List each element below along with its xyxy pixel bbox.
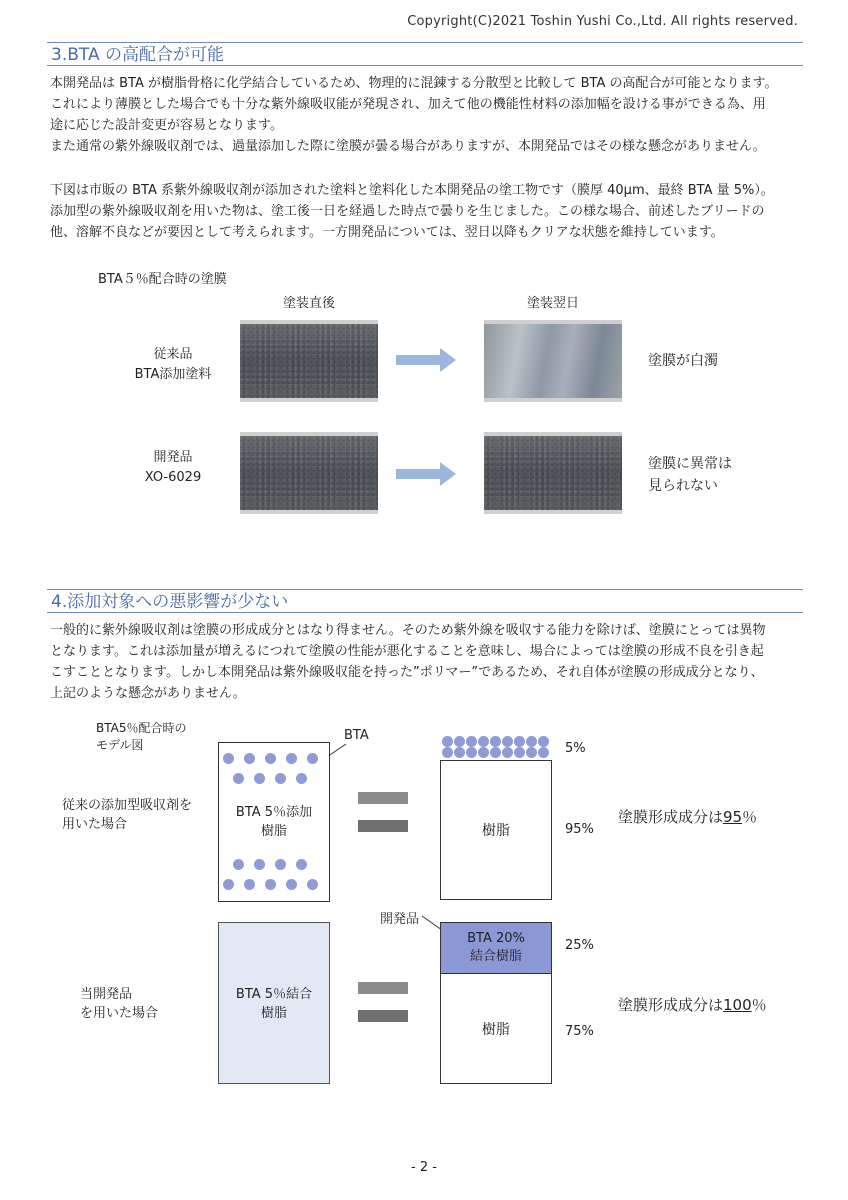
bta-particle xyxy=(265,879,276,890)
bta-particle xyxy=(265,753,276,764)
bta-particle xyxy=(538,747,549,758)
bta-particle xyxy=(502,747,513,758)
column-header-after: 塗装翌日 xyxy=(526,296,579,311)
developed-bonded-box xyxy=(218,922,330,1084)
bta-particle xyxy=(254,859,265,870)
box-label-line: BTA 5％添加 xyxy=(235,805,313,820)
photo-conventional-immediate xyxy=(240,320,378,402)
developed-summary xyxy=(618,994,767,1015)
bta-particle xyxy=(233,773,244,784)
row-label-line: BTA添加塗料 xyxy=(134,367,212,382)
photo-developed-next-day xyxy=(484,432,622,514)
bta-particle xyxy=(454,747,465,758)
bta-particle xyxy=(275,859,286,870)
summary-value: 100 xyxy=(723,996,752,1014)
bta-particle xyxy=(514,736,525,747)
row-label-line: 従来品 xyxy=(153,347,193,362)
conventional-resin-box xyxy=(440,760,552,900)
section-4-title: 4.添加対象への悪影響が少ない xyxy=(47,589,803,613)
text-line: これにより薄膜とした場合でも十分な紫外線吸収能が発現され、加えて他の機能性材料の添加幅を設ける事ができる為、用 xyxy=(50,97,766,112)
layer-label-line: 結合樹脂 xyxy=(469,949,522,964)
bta-particle xyxy=(466,747,477,758)
developed-tag: 開発品 xyxy=(380,912,420,927)
bta-particle xyxy=(478,736,489,747)
column-header-before: 塗装直後 xyxy=(282,296,335,311)
section-3-title: 3.BTA の高配合が可能 xyxy=(47,42,803,66)
bta-bonded-resin-layer xyxy=(440,922,552,974)
photo-developed-immediate xyxy=(240,432,378,514)
developed-resin-box xyxy=(440,973,552,1084)
bta-particle xyxy=(478,747,489,758)
text-line: また通常の紫外線吸収剤では、過量添加した際に塗膜が曇る場合がありますが、本開発品ではその様な懸念がありません。 xyxy=(50,139,766,154)
pct-bta-conventional: 5% xyxy=(565,741,586,756)
bta-particle xyxy=(233,859,244,870)
summary-prefix: 塗膜形成成分は xyxy=(618,808,724,826)
text-line: 他、溶解不良などが要因として考えられます。一方開発品については、翌日以降もクリアな状態を維持しています。 xyxy=(50,225,724,240)
text-line: 一般的に紫外線吸収剤は塗膜の形成成分とはなり得ません。そのため紫外線を吸収する能力を除けば、塗膜にとっては異物 xyxy=(50,623,766,638)
equals-bar xyxy=(358,1010,408,1022)
label-line: 用いた場合 xyxy=(62,817,128,832)
label-line: を用いた場合 xyxy=(80,1006,159,1021)
box-label-line: BTA 5％結合 xyxy=(235,987,313,1002)
conventional-summary xyxy=(618,806,757,827)
text-line: こすこととなります。しかし本開発品は紫外線吸収能を持った”ポリマー”であるため、それ自体が塗膜の形成成分となり、 xyxy=(50,665,764,680)
text-line: 途に応じた設計変更が容易となります。 xyxy=(50,118,283,133)
photo-conventional-next-day xyxy=(484,320,622,402)
row-label-line: XO-6029 xyxy=(144,470,202,485)
developed-box-label xyxy=(219,985,329,1023)
conventional-box-label xyxy=(219,803,329,841)
developed-label xyxy=(80,985,158,1023)
caption-line: モデル図 xyxy=(96,738,144,752)
bta-particle xyxy=(286,879,297,890)
caption-line: BTA5％配合時の xyxy=(96,721,187,735)
section-3-paragraph-1 xyxy=(50,73,802,157)
label-line: 従来の添加型吸収剤を xyxy=(62,798,193,813)
right-arrow-icon xyxy=(396,348,456,372)
figure-caption: BTA５％配合時の塗膜 xyxy=(98,272,227,287)
layer-label-line: BTA 20% xyxy=(467,931,525,946)
result-line: 塗膜に異常は xyxy=(648,456,732,472)
bta-particle xyxy=(466,736,477,747)
box-label-line: 樹脂 xyxy=(260,824,287,839)
summary-prefix: 塗膜形成成分は xyxy=(618,996,724,1014)
text-line: 本開発品は BTA が樹脂骨格に化学結合しているため、物理的に混錬する分散型と比較して BTA の高配合が可能となります。 xyxy=(50,76,778,91)
bta-particle xyxy=(223,753,234,764)
result-developed xyxy=(648,453,732,497)
bta-particle xyxy=(307,753,318,764)
bta-particle xyxy=(490,736,501,747)
bta-particle xyxy=(526,736,537,747)
summary-suffix: ％ xyxy=(742,808,758,826)
bta-particle xyxy=(538,736,549,747)
text-line: 上記のような懸念がありません。 xyxy=(50,686,246,701)
resin-label: 樹脂 xyxy=(482,1021,510,1038)
bta-particle xyxy=(526,747,537,758)
right-arrow-icon xyxy=(396,462,456,486)
copyright-notice: Copyright(C)2021 Toshin Yushi Co.,Ltd. All rights reserved. xyxy=(407,14,798,29)
result-conventional: 塗膜が白濁 xyxy=(648,353,718,369)
bta-particle xyxy=(286,753,297,764)
summary-suffix: ％ xyxy=(751,996,767,1014)
equals-bar xyxy=(358,792,408,804)
bta-particle xyxy=(442,747,453,758)
bta-particle xyxy=(454,736,465,747)
bta-particle xyxy=(254,773,265,784)
bta-particle xyxy=(514,747,525,758)
summary-value: 95 xyxy=(723,808,743,826)
pct-bta-developed: 25% xyxy=(565,938,594,953)
bta-particle xyxy=(296,773,307,784)
bta-particle xyxy=(244,753,255,764)
bta-particle xyxy=(296,859,307,870)
page-number: - 2 - xyxy=(411,1160,437,1175)
row-label-developed xyxy=(118,448,228,488)
label-line: 当開発品 xyxy=(80,987,133,1002)
bta-particle xyxy=(490,747,501,758)
equals-bar xyxy=(358,820,408,832)
text-line: 添加型の紫外線吸収剤を用いた物は、塗工後一日を経過した時点で曇りを生じました。この様な場合、前述したブリードの xyxy=(50,204,765,219)
resin-label: 樹脂 xyxy=(482,823,510,839)
bta-particle xyxy=(275,773,286,784)
pct-resin-conventional: 95% xyxy=(565,822,594,837)
text-line: 下図は市販の BTA 系紫外線吸収剤が添加された塗料と塗料化した本開発品の塗工物です（膜厚 40μm、最終 BTA 量 5%）。 xyxy=(50,183,774,198)
pct-resin-developed: 75% xyxy=(565,1024,594,1039)
row-label-conventional xyxy=(118,345,228,385)
section-3-paragraph-2 xyxy=(50,180,802,243)
section-4-paragraph xyxy=(50,620,802,704)
bta-particle xyxy=(244,879,255,890)
conventional-label xyxy=(62,796,192,834)
bta-particle xyxy=(223,879,234,890)
row-label-line: 開発品 xyxy=(153,450,193,465)
bta-particle xyxy=(442,736,453,747)
box-label-line: 樹脂 xyxy=(260,1006,287,1021)
bta-label: BTA xyxy=(344,728,369,743)
result-line: 見られない xyxy=(648,478,718,494)
model-caption xyxy=(96,720,186,754)
bta-particle xyxy=(307,879,318,890)
bta-particle xyxy=(502,736,513,747)
equals-bar xyxy=(358,982,408,994)
conventional-additive-box xyxy=(218,742,330,902)
bloomed-bta-layer xyxy=(440,734,552,760)
text-line: となります。これは添加量が増えるにつれて塗膜の性能が悪化することを意味し、場合によっては塗膜の形成不良を引き起 xyxy=(50,644,764,659)
